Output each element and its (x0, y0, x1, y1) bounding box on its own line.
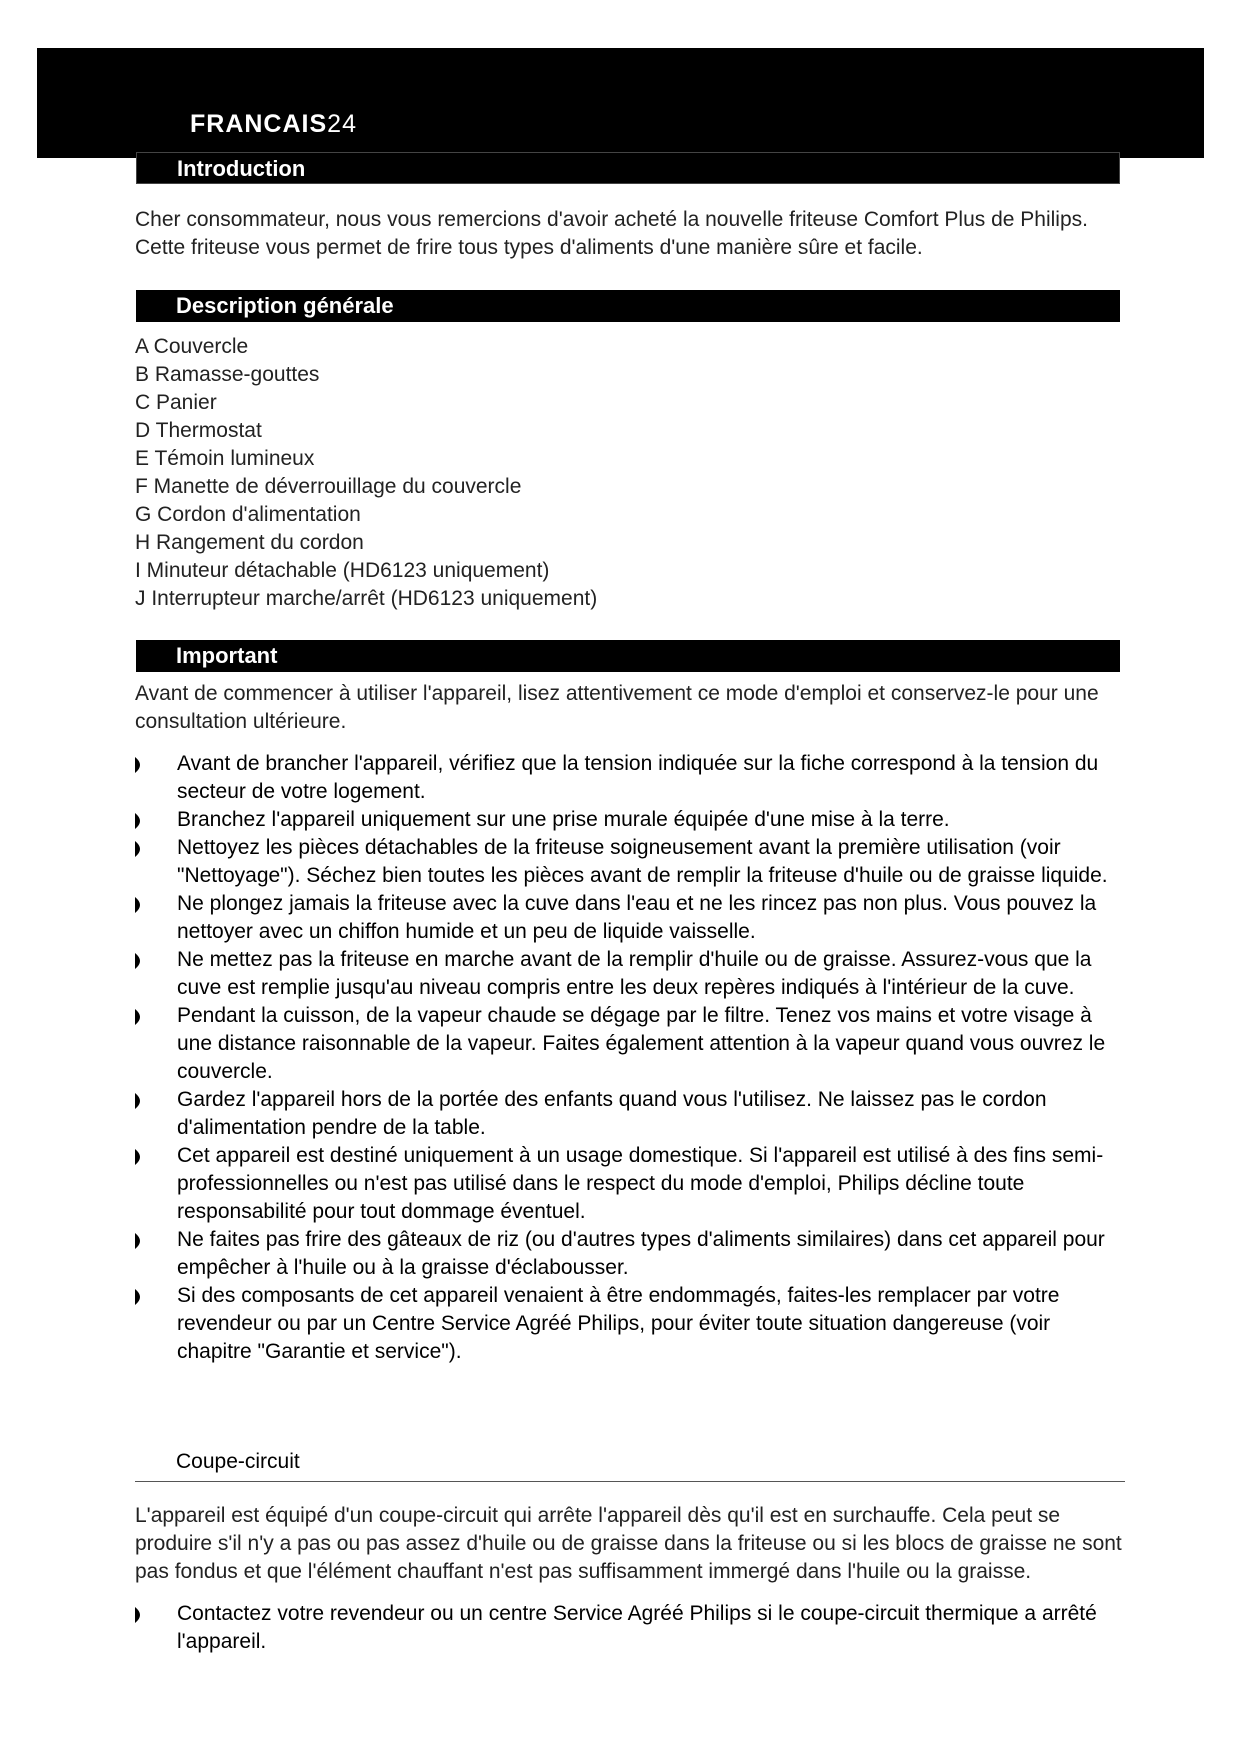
bullet-icon (135, 757, 145, 773)
header-bar (37, 48, 1204, 158)
bullet-text: Cet appareil est destiné uniquement à un usage domestique. Si l'appareil est utilisé à des fins semi-professionnelles ou n'est pas utilisé dans le respect du mode d'emploi, Philips décline toute responsabilité pour tout dommage éventuel. (177, 1144, 1104, 1223)
list-item: I Minuteur détachable (HD6123 uniquement) (135, 559, 550, 582)
list-item (135, 834, 1125, 890)
bullet-icon (135, 813, 145, 829)
important-bullets (135, 750, 1125, 1366)
important-intro-text: Avant de commencer à utiliser l'appareil, lisez attentivement ce mode d'emploi et conservez-le pour une consultation ultérieure. (135, 682, 1099, 733)
divider (135, 1481, 1125, 1482)
list-item: G Cordon d'alimentation (135, 503, 361, 526)
list-item: F Manette de déverrouillage du couvercle (135, 475, 522, 498)
list-item (135, 1086, 1125, 1142)
list-item (135, 1226, 1125, 1282)
bullet-text: Gardez l'appareil hors de la portée des enfants quand vous l'utilisez. Ne laissez pas le cordon d'alimentation pendre de la table. (177, 1088, 1047, 1139)
language-label: FRANCAIS (190, 110, 328, 138)
list-item: A Couvercle (135, 335, 249, 358)
bullet-icon (135, 897, 145, 913)
bullet-text: Pendant la cuisson, de la vapeur chaude se dégage par le filtre. Tenez vos mains et votre visage à une distance raisonnable de la vapeur. Faites également attention à la vapeur quand vous ouvrez le couvercle. (177, 1004, 1106, 1083)
list-item: B Ramasse-gouttes (135, 363, 320, 386)
bullet-icon (135, 1149, 145, 1165)
list-item (135, 890, 1125, 946)
section-title-introduction: Introduction (136, 152, 1120, 184)
subsection-title-cutout: Coupe-circuit (176, 1450, 300, 1473)
section-title-description: Description générale (136, 290, 1120, 322)
page-number: 24 (327, 110, 357, 138)
list-item: C Panier (135, 391, 217, 414)
bullet-icon (135, 841, 145, 857)
bullet-text: Nettoyez les pièces détachables de la friteuse soigneusement avant la première utilisation (voir "Nettoyage"). Séchez bien toutes les pièces avant de remplir la friteuse d'huile ou de graisse liquide. (177, 836, 1108, 887)
bullet-text: Ne plongez jamais la friteuse avec la cuve dans l'eau et ne les rincez pas non plus. Vous pouvez la nettoyer avec un chiffon humide et un peu de liquide vaisselle. (177, 892, 1097, 943)
list-item (135, 750, 1125, 806)
bullet-icon (135, 1289, 145, 1305)
list-item (135, 806, 1125, 834)
list-item (135, 1600, 1125, 1656)
cutout-text: L'appareil est équipé d'un coupe-circuit qui arrête l'appareil dès qu'il est en surchauffe. Cela peut se produire s'il n'y a pas ou pas assez d'huile ou de graisse dans la friteuse ou si les blocs de graisse ne sont pas fondus et que l'élément chauffant n'est pas suffisamment immergé dans l'huile ou la graisse. (135, 1504, 1122, 1583)
list-item: E Témoin lumineux (135, 447, 315, 470)
bullet-icon (135, 1009, 145, 1025)
list-item: J Interrupteur marche/arrêt (HD6123 uniquement) (135, 587, 598, 610)
list-item (135, 1142, 1125, 1226)
list-item: H Rangement du cordon (135, 531, 364, 554)
bullet-icon (135, 1233, 145, 1249)
bullet-text: Contactez votre revendeur ou un centre Service Agréé Philips si le coupe-circuit thermique a arrêté l'appareil. (177, 1602, 1097, 1653)
introduction-text: Cher consommateur, nous vous remercions d'avoir acheté la nouvelle friteuse Comfort Plus de Philips. Cette friteuse vous permet de frire tous types d'aliments d'une manière sûre et facile. (135, 208, 1088, 259)
bullet-text: Ne mettez pas la friteuse en marche avant de la remplir d'huile ou de graisse. Assurez-vous que la cuve est remplie jusqu'au niveau compris entre les deux repères indiqués à l'intérieur de la cuve. (177, 948, 1092, 999)
bullet-text: Ne faites pas frire des gâteaux de riz (ou d'autres types d'aliments similaires) dans cet appareil pour empêcher à l'huile ou à la graisse d'éclabousser. (177, 1228, 1105, 1279)
list-item: D Thermostat (135, 419, 262, 442)
list-item (135, 946, 1125, 1002)
cutout-bullets (135, 1600, 1125, 1656)
bullet-icon (135, 1093, 145, 1109)
bullet-icon (135, 953, 145, 969)
page-header (190, 110, 357, 139)
bullet-text: Si des composants de cet appareil venaient à être endommagés, faites-les remplacer par votre revendeur ou par un Centre Service Agréé Philips, pour éviter toute situation dangereuse (voir chapitre "Garantie et service"). (177, 1284, 1060, 1363)
parts-list (135, 333, 597, 613)
bullet-text: Avant de brancher l'appareil, vérifiez que la tension indiquée sur la fiche correspond à la tension du secteur de votre logement. (177, 752, 1099, 803)
bullet-icon (135, 1607, 145, 1623)
section-title-important: Important (136, 640, 1120, 672)
list-item (135, 1282, 1125, 1366)
list-item (135, 1002, 1125, 1086)
bullet-text: Branchez l'appareil uniquement sur une prise murale équipée d'une mise à la terre. (177, 808, 950, 831)
